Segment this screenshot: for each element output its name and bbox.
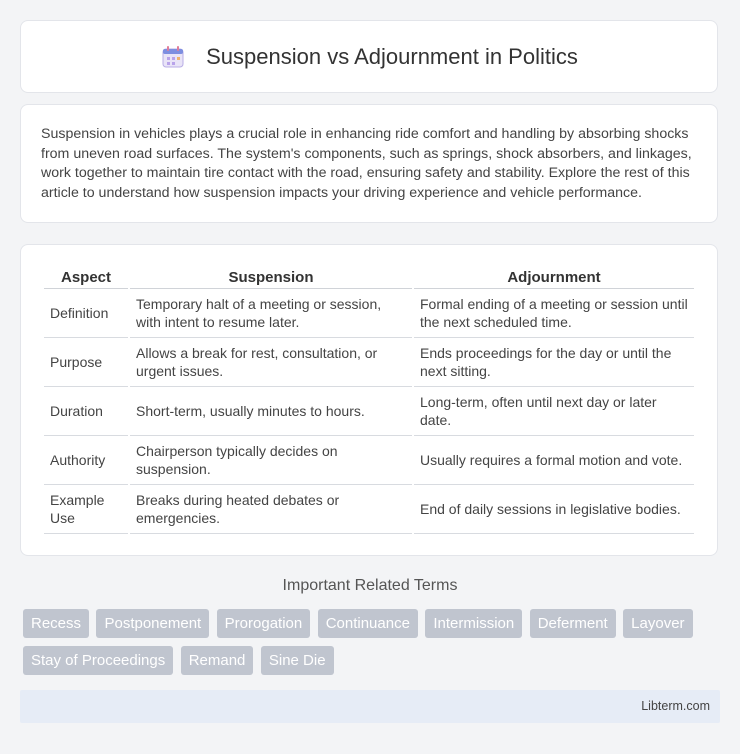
adjournment-cell: Usually requires a formal motion and vote. — [414, 436, 694, 485]
table-row — [44, 436, 694, 485]
aspect-cell: Example Use — [44, 485, 128, 534]
adjournment-cell: Formal ending of a meeting or session until the next scheduled time. — [414, 289, 694, 338]
aspect-cell: Purpose — [44, 338, 128, 387]
suspension-cell: Short-term, usually minutes to hours. — [130, 387, 412, 436]
footer-site-link[interactable]: Libterm.com — [641, 699, 710, 713]
column-header-aspect: Aspect — [44, 265, 128, 289]
table-header-row — [44, 265, 694, 289]
related-term-tag[interactable]: Stay of Proceedings — [23, 646, 173, 675]
header-card — [20, 20, 718, 93]
table-row — [44, 338, 694, 387]
related-term-tag[interactable]: Recess — [23, 609, 89, 638]
aspect-cell: Duration — [44, 387, 128, 436]
related-term-tag[interactable]: Remand — [181, 646, 254, 675]
adjournment-cell: Ends proceedings for the day or until the next sitting. — [414, 338, 694, 387]
related-term-tag[interactable]: Postponement — [96, 609, 209, 638]
aspect-cell: Definition — [44, 289, 128, 338]
related-term-tag[interactable]: Sine Die — [261, 646, 334, 675]
aspect-cell: Authority — [44, 436, 128, 485]
related-term-tag[interactable]: Continuance — [318, 609, 418, 638]
suspension-cell: Chairperson typically decides on suspension. — [130, 436, 412, 485]
related-term-tag[interactable]: Prorogation — [217, 609, 311, 638]
suspension-cell: Breaks during heated debates or emergencies. — [130, 485, 412, 534]
page-title: Suspension vs Adjournment in Politics — [206, 43, 578, 69]
table-row — [44, 289, 694, 338]
comparison-table — [42, 265, 696, 534]
column-header-adjournment: Adjournment — [414, 265, 694, 289]
related-term-tag[interactable]: Layover — [623, 609, 692, 638]
column-header-suspension: Suspension — [130, 265, 412, 289]
related-term-tag[interactable]: Intermission — [425, 609, 522, 638]
footer — [20, 690, 720, 723]
intro-card — [20, 104, 718, 223]
related-term-tag[interactable]: Deferment — [530, 609, 616, 638]
intro-text: Suspension in vehicles plays a crucial role in enhancing ride comfort and handling by absorbing shocks from uneven road surfaces. The system's components, such as springs, shock absorbers, and linkages, work together to maintain tire contact with the road, ensuring safety and stability. Explore the rest of this article to understand how suspension impacts your driving experience and vehicle performance. — [41, 126, 692, 201]
related-terms-title: Important Related Terms — [282, 577, 458, 594]
suspension-cell: Allows a break for rest, consultation, or urgent issues. — [130, 338, 412, 387]
calendar-icon — [160, 44, 186, 70]
table-row — [44, 387, 694, 436]
related-terms-list — [23, 609, 723, 683]
adjournment-cell: End of daily sessions in legislative bodies. — [414, 485, 694, 534]
table-row — [44, 485, 694, 534]
adjournment-cell: Long-term, often until next day or later date. — [414, 387, 694, 436]
suspension-cell: Temporary halt of a meeting or session, with intent to resume later. — [130, 289, 412, 338]
comparison-card — [20, 244, 718, 556]
